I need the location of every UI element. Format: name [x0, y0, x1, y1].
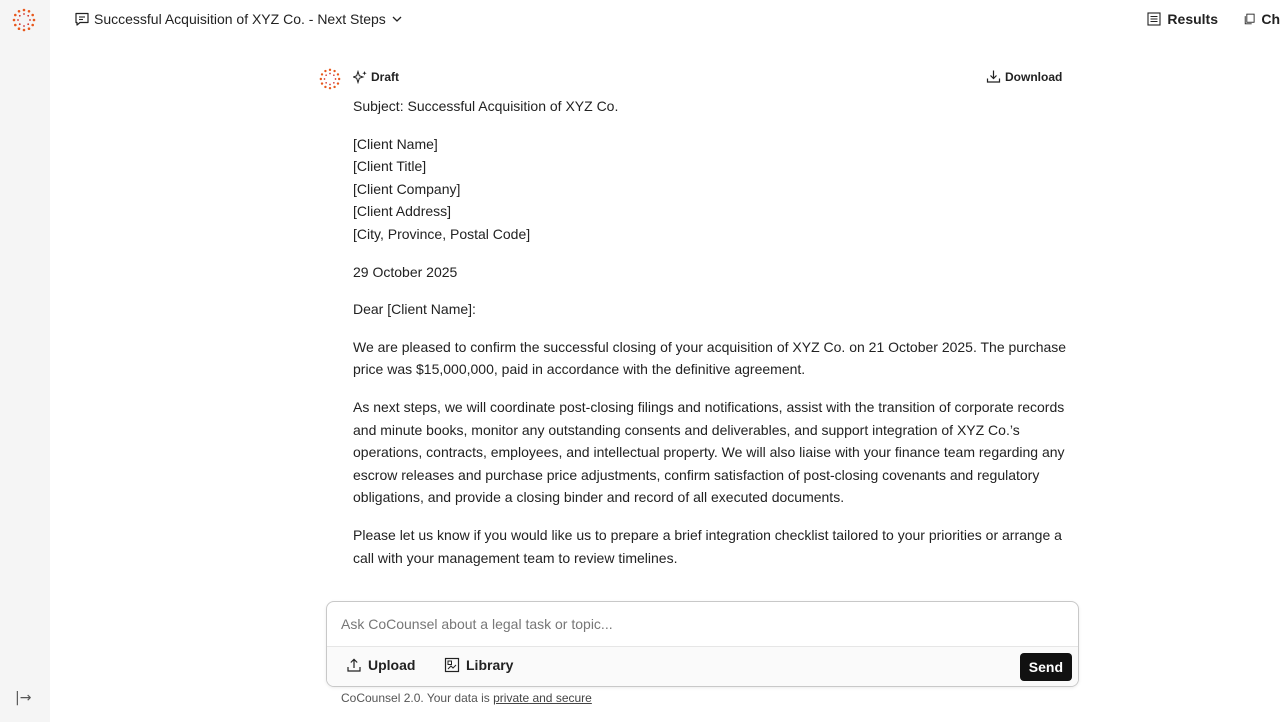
footer-text: CoCounsel 2.0. Your data is: [341, 691, 494, 705]
top-bar: [50, 0, 1280, 40]
conversation-title-dropdown[interactable]: [74, 11, 404, 27]
download-icon: [986, 69, 1001, 84]
letter-subject: Subject: Successful Acquisition of XYZ Co.: [353, 98, 619, 114]
address-line: [Client Company]: [353, 180, 461, 197]
results-label: Results: [1167, 11, 1218, 27]
prompt-input-row: [327, 602, 1078, 647]
prompt-input[interactable]: [327, 602, 1055, 646]
library-label: Library: [466, 657, 514, 673]
results-button[interactable]: [1147, 11, 1218, 27]
sparkle-icon: [353, 70, 368, 84]
expand-sidebar-icon[interactable]: |→: [15, 690, 32, 706]
copy-chat-label: Ch: [1261, 11, 1280, 27]
assistant-avatar-icon: [319, 68, 341, 90]
copy-chat-button[interactable]: [1244, 11, 1280, 27]
list-icon: [1147, 12, 1161, 26]
draft-letter: [353, 95, 1078, 584]
left-rail: [0, 0, 50, 722]
download-button[interactable]: [986, 69, 1062, 84]
letter-paragraph: Please let us know if you would like us to prepare a brief integration checklist tailored to your priorities or arrange a call with your management team to review timelines.: [353, 526, 1062, 566]
send-button[interactable]: Send: [1020, 653, 1072, 681]
address-line: [Client Address]: [353, 203, 452, 220]
draft-tag: [353, 70, 399, 84]
address-line: [City, Province, Postal Code]: [353, 225, 531, 242]
upload-icon: [346, 657, 362, 673]
copy-icon: [1244, 12, 1255, 26]
address-line: [Client Name]: [353, 135, 438, 152]
chevron-down-icon: [390, 12, 404, 26]
upload-label: Upload: [368, 657, 416, 673]
recipient-address-block: [353, 133, 1078, 246]
prompt-composer: [326, 601, 1079, 687]
upload-button[interactable]: [346, 657, 415, 673]
library-button[interactable]: [444, 657, 513, 673]
draft-label: Draft: [371, 70, 400, 84]
letter-paragraph: As next steps, we will coordinate post-closing filings and notifications, assist with the transition of corporate records and minute books, monitor any outstanding consents and deliverables, and support integration of XYZ Co.’s operations, contracts, employees, and intellectual property. We will also liaise with your finance team regarding any escrow releases and purchase price adjustments, confirm satisfaction of post-closing covenants and regulatory obligations, and provide a closing binder and record of all executed documents.: [353, 398, 1065, 506]
download-label: Download: [1005, 69, 1063, 84]
address-line: [Client Title]: [353, 158, 427, 175]
library-icon: [444, 657, 460, 673]
letter-salutation: Dear [Client Name]:: [353, 301, 476, 318]
letter-date: 29 October 2025: [353, 263, 458, 280]
cocounsel-logo-icon[interactable]: [12, 8, 36, 32]
conversation-title: Successful Acquisition of XYZ Co. - Next Steps: [94, 11, 386, 27]
chat-bubble-icon: [74, 11, 90, 27]
composer-actions: [327, 647, 1078, 686]
privacy-link[interactable]: private and secure: [493, 691, 592, 705]
letter-paragraph: We are pleased to confirm the successful closing of your acquisition of XYZ Co. on 21 October 2025. The purchase price was $15,000,000, paid in accordance with the definitive agreement.: [353, 338, 1067, 378]
privacy-footer: [341, 691, 592, 705]
